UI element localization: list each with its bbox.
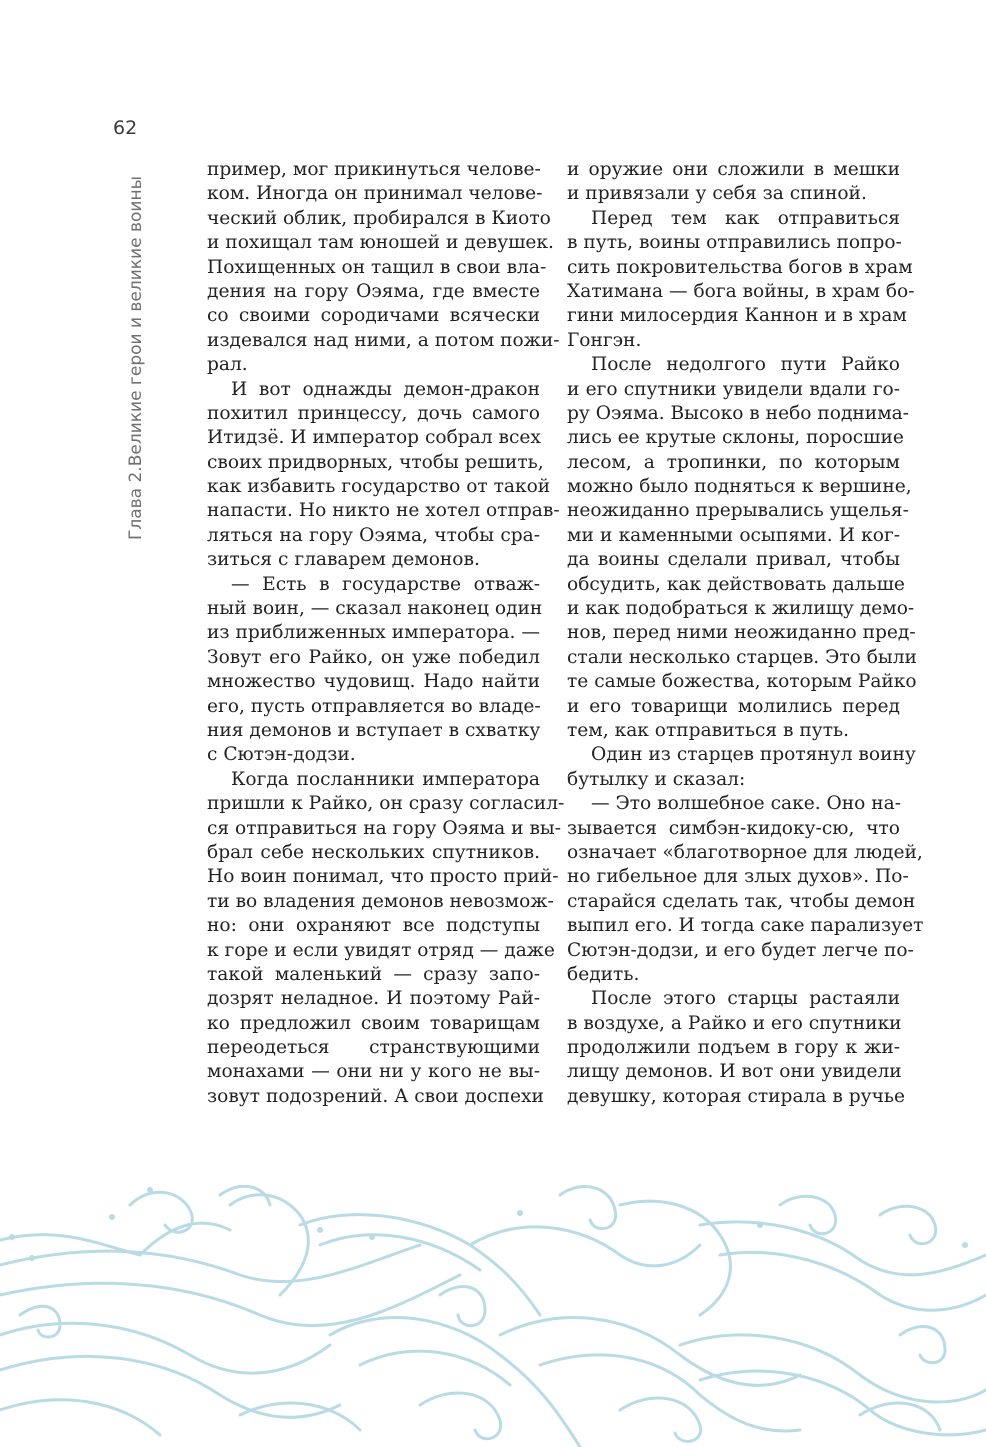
- text-line: ми и каменными осыпями. И ког-: [567, 524, 900, 546]
- text-line: те самые божества, которым Райко: [567, 671, 917, 693]
- text-line: как избавить государство от такой: [207, 476, 551, 498]
- text-line: означает «благотворное для людей,: [567, 841, 923, 863]
- text-line: Один из старцев протянул воину: [591, 744, 916, 766]
- text-line: пример, мог прикинуться челове-: [207, 159, 541, 180]
- text-line: со своими сородичами всячески: [207, 305, 540, 327]
- text-line: и как подобраться к жилищу демо-: [567, 598, 915, 620]
- text-line: Когда посланники императора: [231, 768, 540, 790]
- text-line: и оружие они сложили в мешки: [567, 159, 900, 180]
- text-line: напасти. Но никто не хотел отправ-: [207, 500, 560, 522]
- text-line: но гибельное для злых духов». По-: [567, 866, 909, 888]
- text-line: ком. Иногда он принимал челове-: [207, 183, 543, 205]
- text-line: с Сютэн-додзи.: [207, 744, 356, 766]
- text-line: лись ее крутые склоны, поросшие: [567, 427, 904, 449]
- text-line: После недолгого пути Райко: [591, 354, 900, 376]
- text-line: Похищенных он тащил в свои вла-: [207, 256, 547, 278]
- text-line: и привязали у себя за спиной.: [567, 183, 867, 205]
- text-line: ко предложил своим товарищам: [207, 1012, 540, 1034]
- text-line: Зовут его Райко, он уже победил: [207, 646, 540, 668]
- text-line: лищу демонов. И вот они увидели: [567, 1061, 902, 1083]
- text-column-right: [567, 158, 924, 1109]
- text-line: девушку, которая стирала в ручье: [567, 1085, 905, 1107]
- text-line: ческий облик, пробирался в Киото: [207, 207, 551, 229]
- text-line: переодеться странствующими: [207, 1037, 540, 1059]
- text-line: ся отправиться на гору Оэяма и вы-: [207, 817, 562, 839]
- text-line: ляться на гору Оэяма, чтобы сра-: [207, 524, 540, 546]
- text-line: тем, как отправиться в путь.: [567, 719, 850, 741]
- text-line: к горе и если увидят отряд — даже: [207, 939, 555, 961]
- text-line: стали несколько старцев. Это были: [567, 646, 917, 668]
- text-line: Но воин понимал, что просто прий-: [207, 866, 559, 888]
- text-line: множество чудовищ. Надо найти: [207, 671, 540, 693]
- text-line: ный воин, — сказал наконец один: [207, 598, 543, 620]
- text-line: брал себе нескольких спутников.: [207, 841, 540, 863]
- text-line: нов, перед ними неожиданно пред-: [567, 622, 916, 644]
- text-line: Хатимана — бога войны, в храм бо-: [567, 280, 915, 302]
- text-line: Гонгэн.: [567, 329, 642, 351]
- text-line: своих придворных, чтобы решить,: [207, 451, 544, 473]
- text-line: и похищал там юношей и девушек.: [207, 232, 554, 254]
- text-line: продолжили подъем в гору к жи-: [567, 1037, 900, 1059]
- text-line: из приближенных императора. —: [207, 622, 540, 644]
- text-line: гини милосердия Каннон и в храм: [567, 305, 907, 327]
- text-line: Сютэн-додзи, и его будет легче по-: [567, 939, 914, 961]
- text-line: ти во владения демонов невозмож-: [207, 890, 554, 912]
- text-line: такой маленький — сразу запо-: [207, 963, 540, 985]
- running-head: Глава 2.Великие герои и великие воины: [126, 176, 146, 540]
- text-line: Итидзё. И император собрал всех: [207, 427, 541, 449]
- text-line: лесом, а тропинки, по которым: [567, 451, 900, 473]
- text-line: в воздухе, а Райко и его спутники: [567, 1012, 902, 1034]
- text-line: его, пусть отправляется во владе-: [207, 695, 541, 717]
- text-line: похитил принцессу, дочь самого: [207, 402, 540, 424]
- text-line: зиться с главарем демонов.: [207, 549, 480, 571]
- text-column-left: [207, 158, 565, 1109]
- text-line: пришли к Райко, он сразу согласил-: [207, 793, 565, 815]
- text-line: да воины сделали привал, чтобы: [567, 549, 900, 571]
- text-line: и его спутники увидели вдали го-: [567, 378, 900, 400]
- text-line: дозрят неладное. И поэтому Рай-: [207, 988, 540, 1010]
- text-line: старайся сделать так, чтобы демон: [567, 890, 916, 912]
- text-line: — Есть в государстве отваж-: [231, 573, 540, 595]
- text-line: дения на гору Оэяма, где вместе: [207, 280, 540, 302]
- text-line: в путь, воины отправились попро-: [567, 232, 902, 254]
- text-line: — Это волшебное саке. Оно на-: [591, 793, 902, 815]
- text-line: выпил его. И тогда саке парализует: [567, 915, 924, 937]
- text-line: издевался над ними, а потом пожи-: [207, 329, 560, 351]
- text-line: монахами — они ни у кого не вы-: [207, 1061, 540, 1083]
- text-line: можно было подняться к вершине,: [567, 476, 912, 498]
- text-line: После этого старцы растаяли: [591, 988, 900, 1010]
- text-line: обсудить, как действовать дальше: [567, 573, 905, 595]
- text-line: рал.: [207, 354, 248, 376]
- text-line: И вот однажды демон-дракон: [231, 378, 540, 400]
- text-line: бедить.: [567, 963, 640, 985]
- text-line: ру Оэяма. Высоко в небо поднима-: [567, 402, 910, 424]
- text-line: сить покровительства богов в храм: [567, 256, 913, 278]
- text-line: неожиданно прерывались ущелья-: [567, 500, 909, 522]
- text-line: ния демонов и вступает в схватку: [207, 719, 541, 741]
- ocean-waves-icon: [0, 1185, 986, 1447]
- text-line: и его товарищи молились перед: [567, 695, 900, 717]
- text-line: зовут подозрений. А свои доспехи: [207, 1085, 544, 1107]
- page-number: 62: [113, 117, 138, 139]
- text-line: Перед тем как отправиться: [591, 207, 900, 229]
- text-line: но: они охраняют все подступы: [207, 915, 540, 937]
- text-line: зывается симбэн-кидоку-сю, что: [567, 817, 900, 839]
- text-line: бутылку и сказал:: [567, 768, 746, 790]
